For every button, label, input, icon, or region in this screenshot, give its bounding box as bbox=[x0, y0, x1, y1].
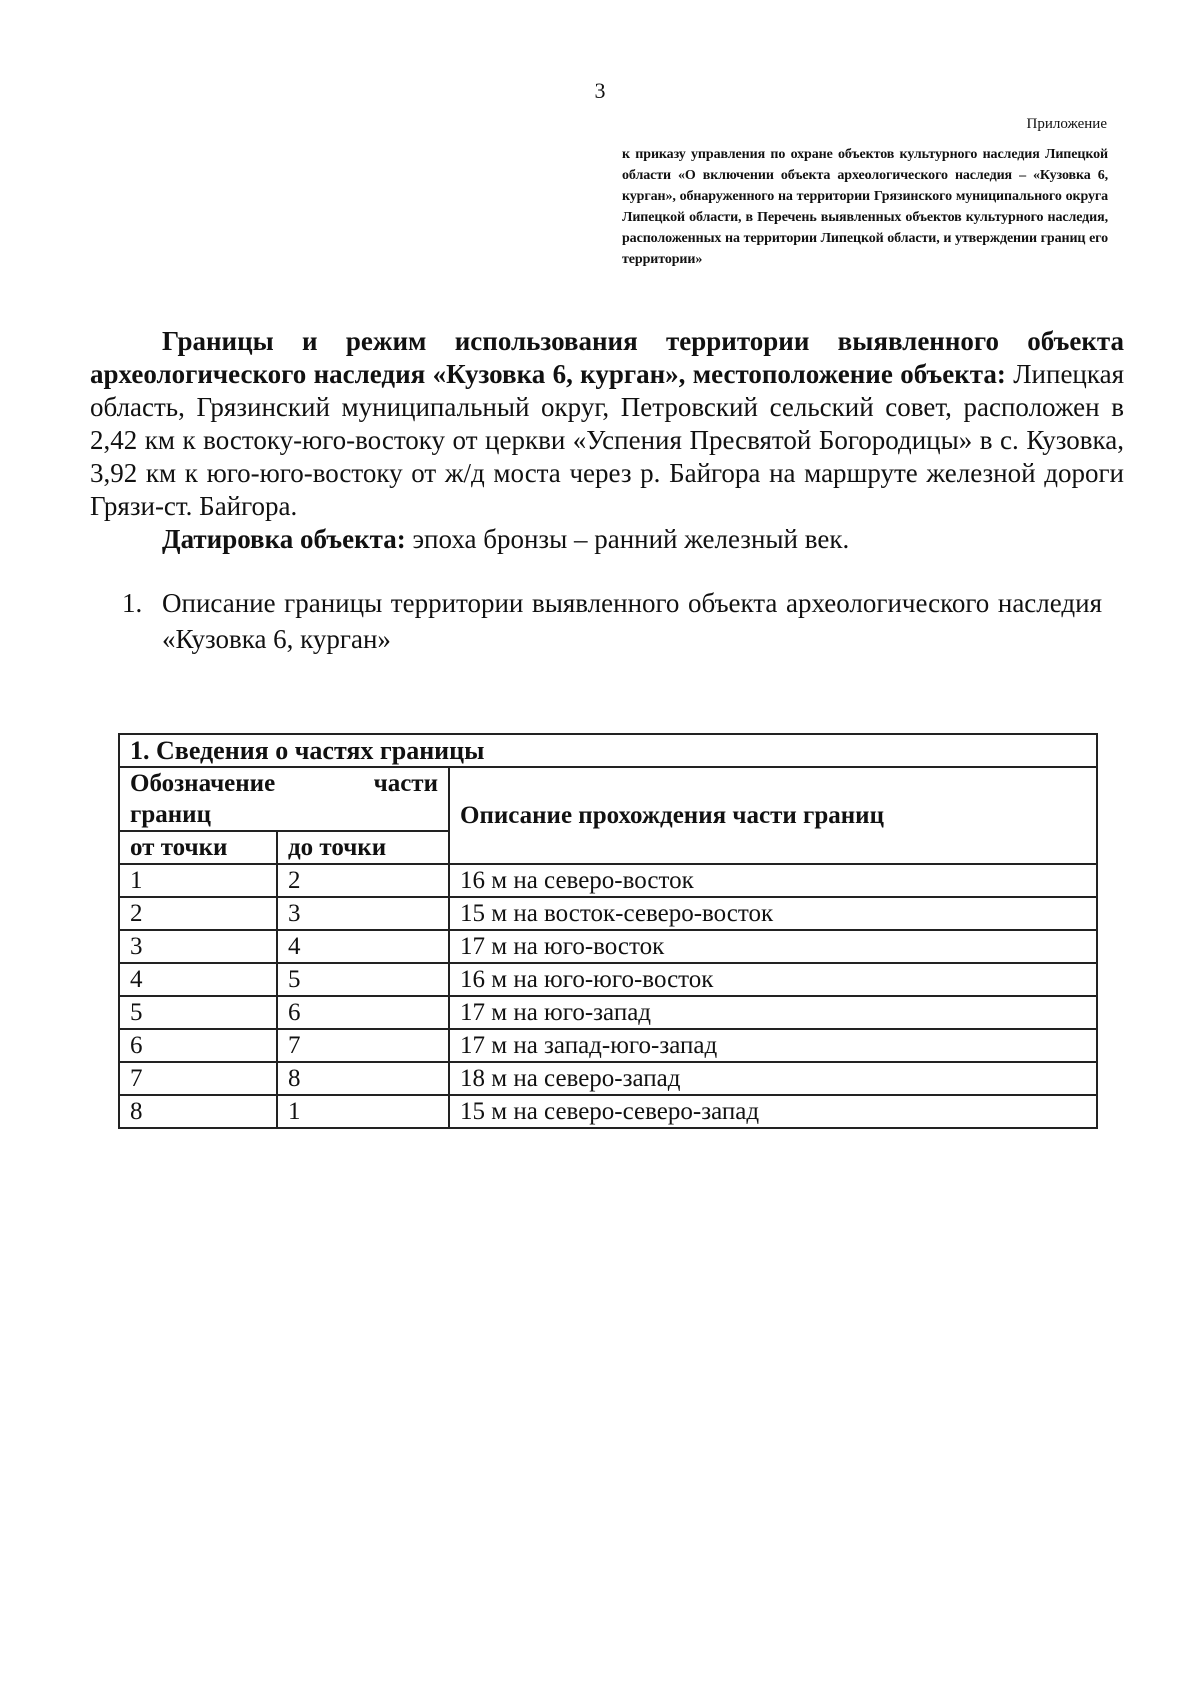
from-cell: 5 bbox=[119, 996, 277, 1029]
designation-word-2: части bbox=[373, 770, 438, 797]
to-cell: 4 bbox=[277, 930, 449, 963]
from-cell: 8 bbox=[119, 1095, 277, 1128]
designation-word-1: Обозначение bbox=[130, 770, 276, 797]
description-cell: 16 м на северо-восток bbox=[449, 864, 1097, 897]
table-row bbox=[119, 897, 1097, 930]
location-paragraph bbox=[90, 325, 1124, 523]
to-cell: 6 bbox=[277, 996, 449, 1029]
dating-label: Датировка объекта: bbox=[162, 524, 406, 554]
dating-text: эпоха бронзы – ранний железный век. bbox=[405, 524, 850, 554]
description-cell: 17 м на юго-восток bbox=[449, 930, 1097, 963]
table-row bbox=[119, 930, 1097, 963]
description-cell: 17 м на запад-юго-запад bbox=[449, 1029, 1097, 1062]
to-cell: 3 bbox=[277, 897, 449, 930]
from-cell: 2 bbox=[119, 897, 277, 930]
from-header: от точки bbox=[119, 831, 277, 864]
description-header: Описание прохождения части границ bbox=[449, 767, 1097, 864]
appendix-description: к приказу управления по охране объектов культурного наследия Липецкой области «О включении объекта археологического наследия – «Кузовка 6, курган», обнаруженного на территории Грязинского муниципального округа Липецкой области, в Перечень выявленных объектов культурного наследия, расположенных на территории Липецкой области, и утверждении границ его территории» bbox=[622, 147, 1108, 267]
section-heading bbox=[122, 585, 1102, 657]
description-cell: 15 м на восток-северо-восток bbox=[449, 897, 1097, 930]
to-header: до точки bbox=[277, 831, 449, 864]
main-text-block bbox=[90, 325, 1124, 556]
table-row bbox=[119, 963, 1097, 996]
from-cell: 7 bbox=[119, 1062, 277, 1095]
designation-word-3: границ bbox=[130, 801, 211, 828]
section-text: Описание границы территории выявленного объекта археологического наследия «Кузовка 6, курган» bbox=[162, 588, 1102, 654]
page-number: 3 bbox=[594, 78, 606, 103]
table-row bbox=[119, 1095, 1097, 1128]
description-cell: 18 м на северо-запад bbox=[449, 1062, 1097, 1095]
description-cell: 16 м на юго-юго-восток bbox=[449, 963, 1097, 996]
to-cell: 8 bbox=[277, 1062, 449, 1095]
designation-header bbox=[119, 767, 449, 831]
table-row bbox=[119, 1029, 1097, 1062]
to-cell: 7 bbox=[277, 1029, 449, 1062]
table-row bbox=[119, 996, 1097, 1029]
description-cell: 17 м на юго-запад bbox=[449, 996, 1097, 1029]
title-bold: Границы и режим использования территории выявленного объекта археологического наследия «Кузовка 6, курган», местоположение объекта: bbox=[90, 326, 1124, 389]
dating-paragraph bbox=[90, 523, 1124, 556]
location-text: Липецкая область, Грязинский муниципальный округ, Петровский сельский совет, расположен в 2,42 км к востоку-юго-востоку от церкви «Успения Пресвятой Богородицы» в с. Кузовка, 3,92 км к юго-юго-востоку от ж/д моста через р. Байгора на маршруте железной дороги Грязи-ст. Байгора. bbox=[90, 359, 1124, 521]
table-row bbox=[119, 1062, 1097, 1095]
to-cell: 1 bbox=[277, 1095, 449, 1128]
appendix-label: Приложение bbox=[1026, 116, 1107, 132]
section-number: 1. bbox=[122, 588, 143, 618]
from-cell: 3 bbox=[119, 930, 277, 963]
boundary-table bbox=[118, 733, 1098, 1129]
from-cell: 1 bbox=[119, 864, 277, 897]
table-title: 1. Сведения о частях границы bbox=[119, 734, 1097, 767]
description-cell: 15 м на северо-северо-запад bbox=[449, 1095, 1097, 1128]
from-cell: 6 bbox=[119, 1029, 277, 1062]
to-cell: 5 bbox=[277, 963, 449, 996]
table-row bbox=[119, 864, 1097, 897]
to-cell: 2 bbox=[277, 864, 449, 897]
from-cell: 4 bbox=[119, 963, 277, 996]
